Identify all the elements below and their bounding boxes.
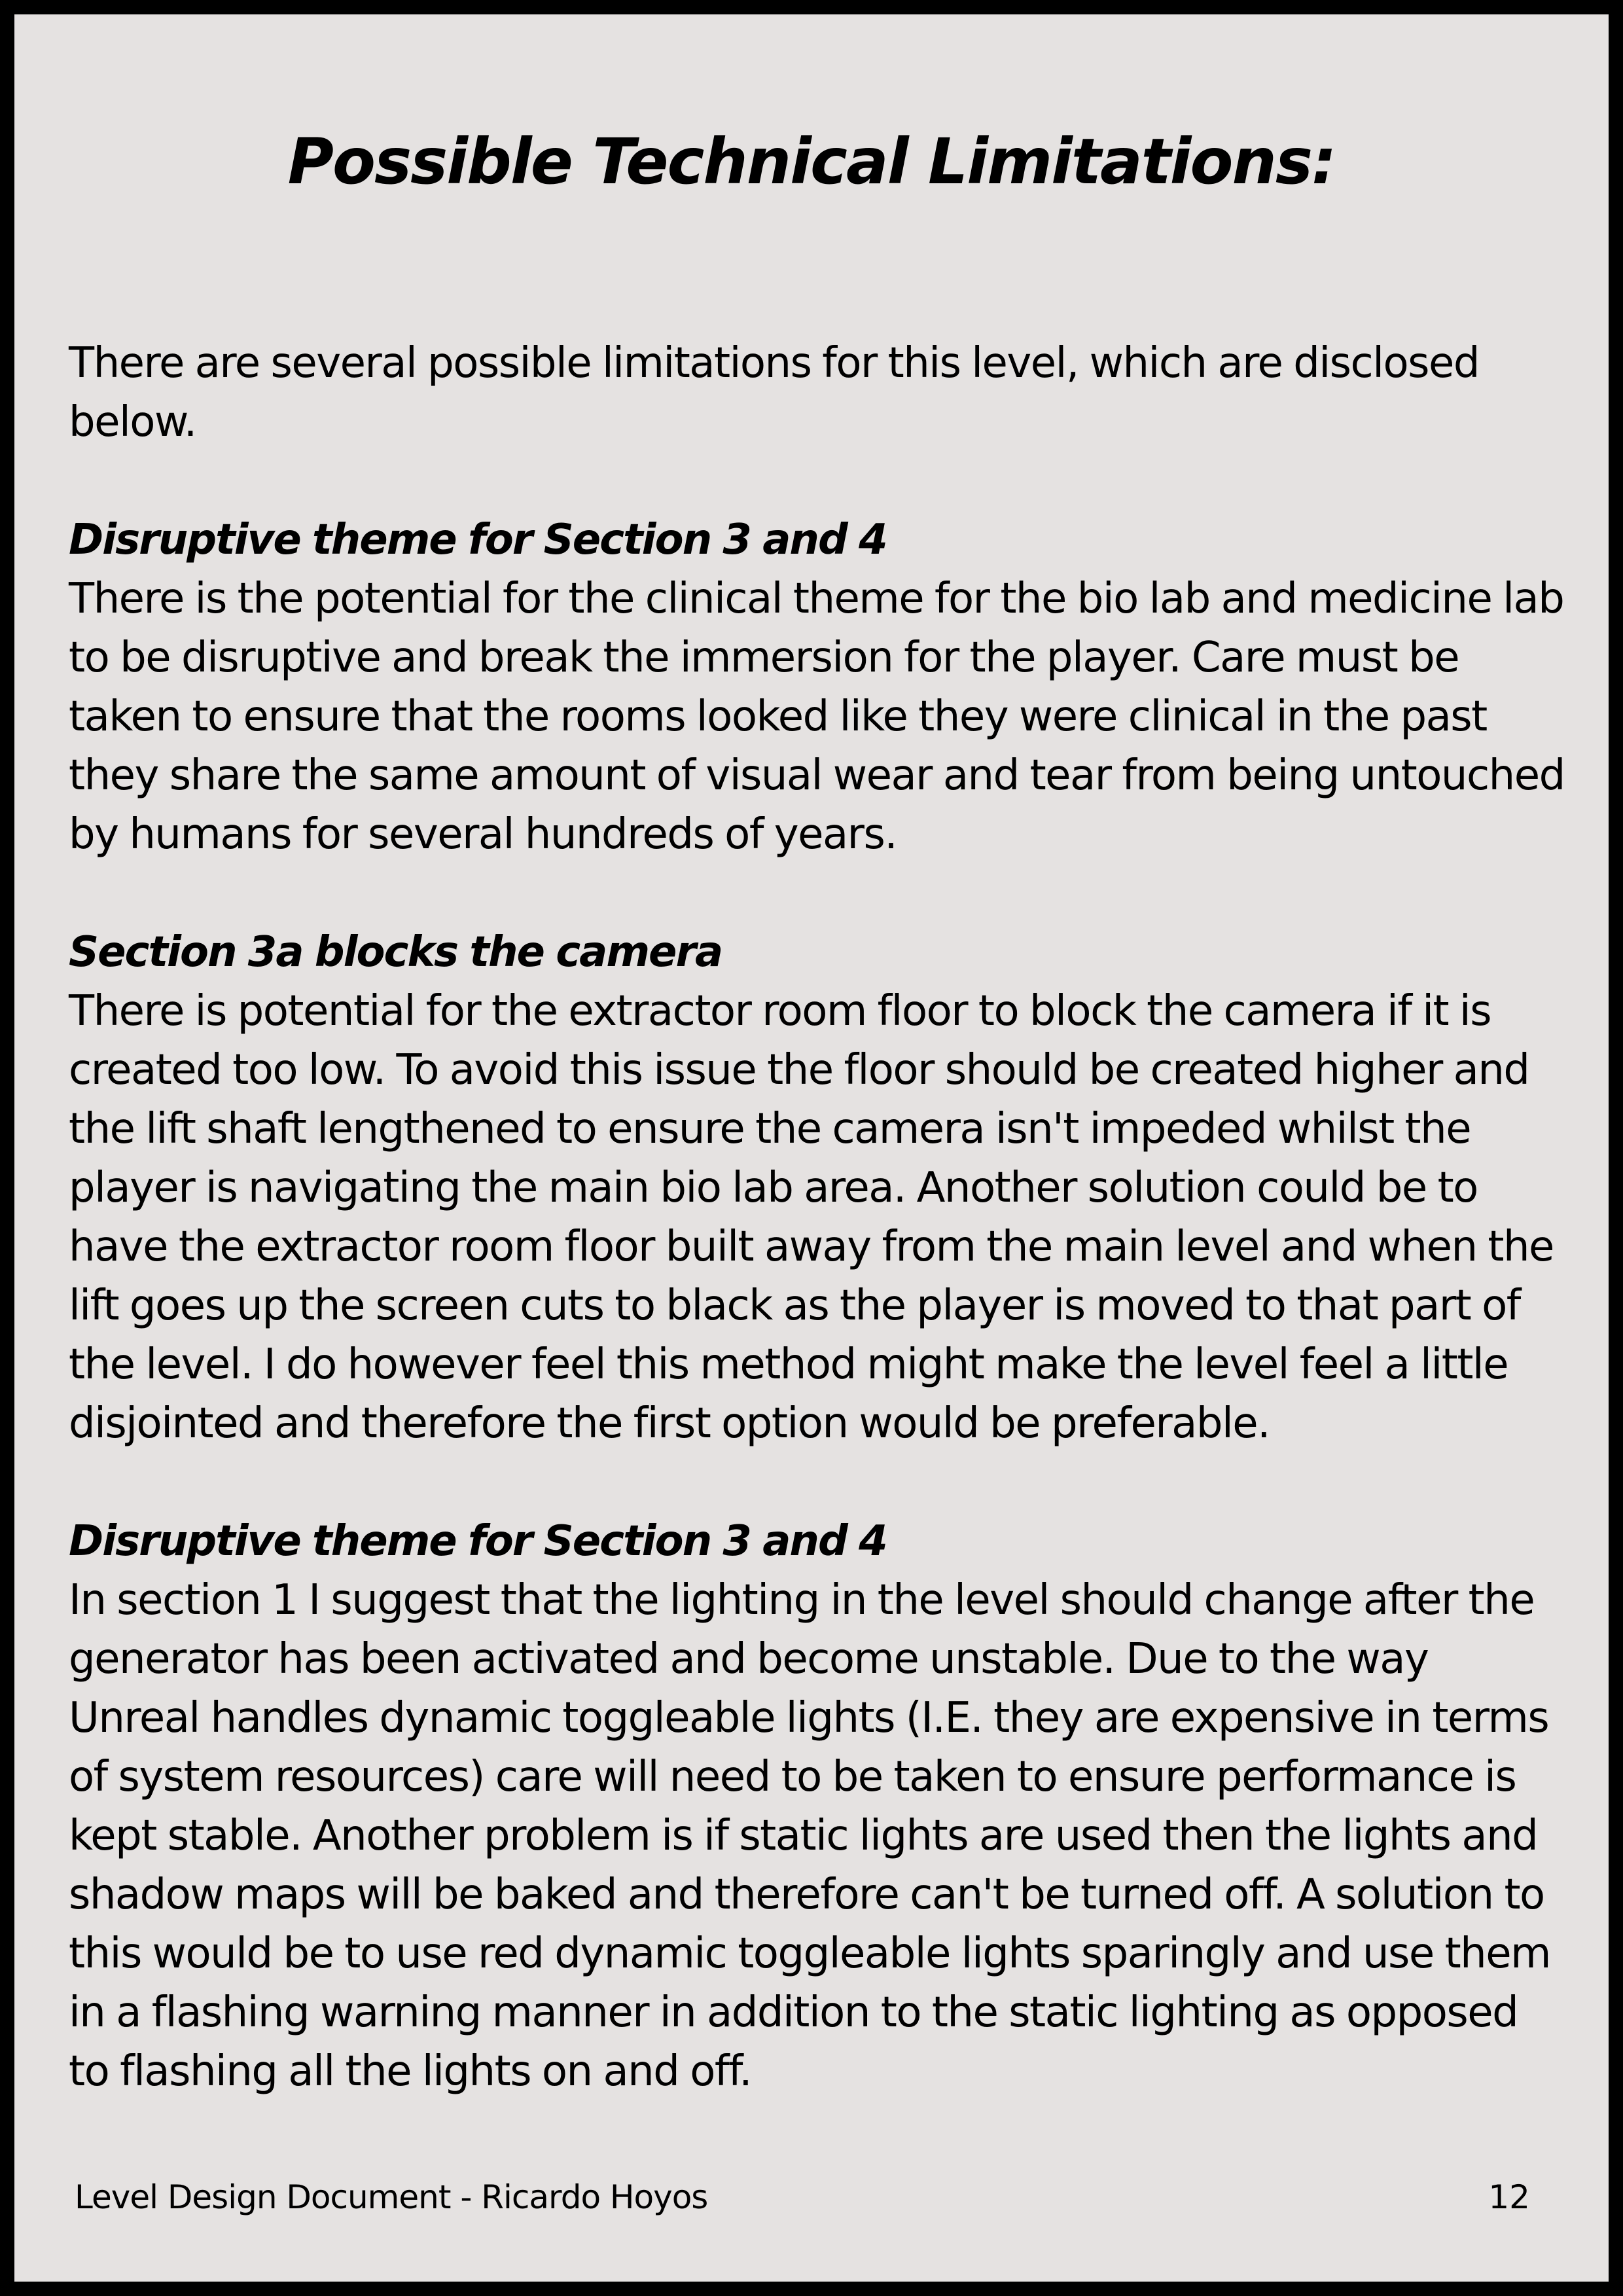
document-page [14, 14, 1609, 2282]
footer-page-number: 12 [1488, 2178, 1530, 2216]
page-title: Possible Technical Limitations: [287, 125, 1336, 198]
section-body: There is the potential for the clinical theme for the bio lab and medicine lab to be disruptive and break the immersion for the player. Care must be taken to ensure that the rooms looked like they were clinical in the past they share the same amount of visual wear and tear from being untouched by humans for several hundreds of years. [69, 575, 1565, 859]
section-heading: Disruptive theme for Section 3 and 4 [69, 516, 887, 564]
section-body: In section 1 I suggest that the lighting in the level should change after the generator has been activated and become unstable. Due to the way Unreal handles dynamic toggleable lights (I.E. they are expensive in terms of system resources) care will need to be taken to ensure performance is kept stable. Another problem is if static lights are used then the lights and shadow maps will be baked and therefore can't be turned off. A solution to this would be to use red dynamic toggleable lights sparingly and use them in a flashing warning manner in addition to the static lighting as opposed to flashing all the lights on and off. [69, 1576, 1550, 2096]
intro-paragraph: There are several possible limitations for this level, which are disclosed below. [69, 339, 1479, 446]
footer-document-label: Level Design Document - Ricardo Hoyos [75, 2178, 708, 2216]
section-heading: Section 3a blocks the camera [69, 928, 722, 977]
document-body [69, 334, 1567, 2101]
section-heading: Disruptive theme for Section 3 and 4 [69, 1517, 887, 1566]
section-body: There is potential for the extractor room floor to block the camera if it is created too low. To avoid this issue the floor should be created higher and the lift shaft lengthened to ensure the camera isn't impeded whilst the player is navigating the main bio lab area. Another solution could be to have the extractor room floor built away from the main level and when the lift goes up the screen cuts to black as the player is moved to that part of the level. I do however feel this method might make the level feel a little disjointed and therefore the first option would be preferable. [69, 987, 1554, 1448]
